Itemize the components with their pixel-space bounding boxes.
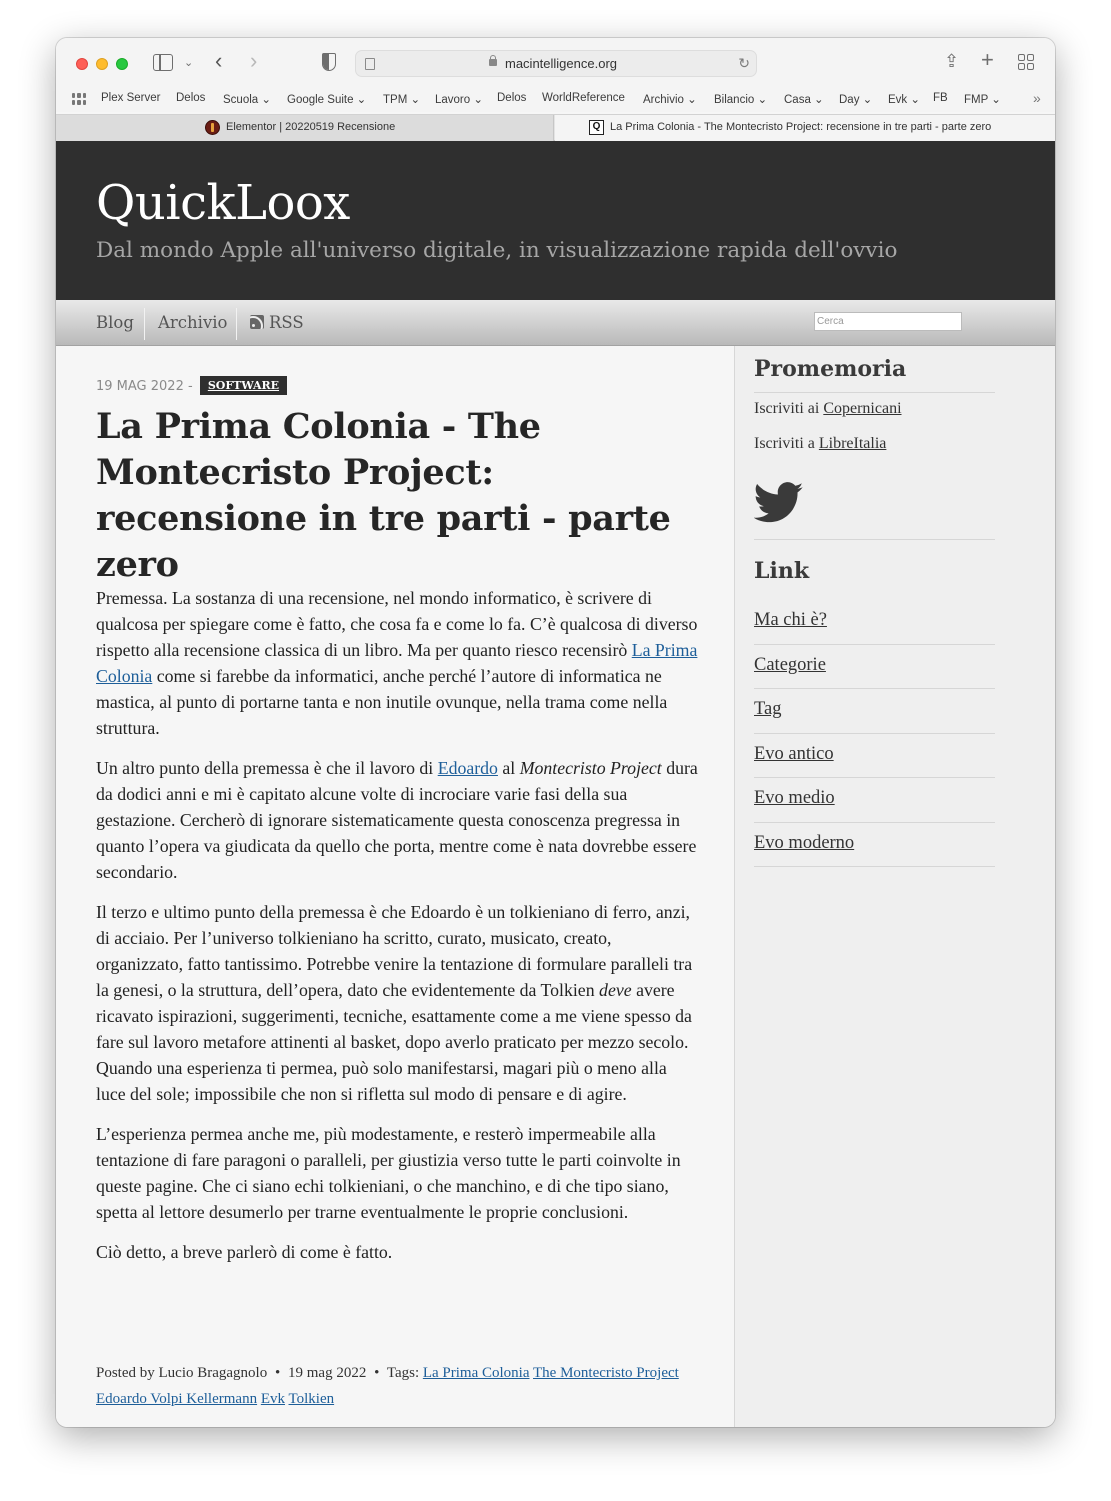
tag-link[interactable]: The Montecristo Project	[533, 1365, 679, 1381]
elementor-favicon-icon	[205, 120, 220, 135]
sidebar-divider	[754, 777, 995, 778]
paragraph-text: come si farebbe da informatici, anche perché l’autore di informatica ne mastica, al punto di portarne tanta e non inutile ovunque, nella trama come nella struttura.	[96, 666, 668, 738]
tab-overview-icon[interactable]	[1018, 54, 1034, 70]
sidebar-link-evo-moderno[interactable]: Evo moderno	[754, 833, 855, 853]
bookmark-item[interactable]: Google Suite ⌄	[287, 94, 367, 106]
nav-blog[interactable]: Blog	[96, 313, 134, 332]
twitter-icon[interactable]	[754, 482, 804, 524]
site-nav	[56, 300, 1055, 346]
sidebar-divider	[754, 688, 995, 689]
more-bookmarks-icon[interactable]: »	[1033, 90, 1041, 106]
sidebar-link-categorie[interactable]: Categorie	[754, 655, 826, 675]
privacy-shield-icon[interactable]	[322, 53, 336, 71]
nav-divider	[144, 308, 145, 340]
new-tab-plus-icon[interactable]: +	[981, 47, 994, 72]
post-title: La Prima Colonia - The Montecristo Project: recensione in tre parti - parte zero	[96, 406, 671, 585]
sidebar	[734, 346, 1055, 1427]
sidebar-toggle-icon[interactable]	[153, 54, 173, 71]
site-tagline: Dal mondo Apple all'universo digitale, in visualizzazione rapida dell'ovvio	[96, 238, 898, 263]
bookmark-item[interactable]: Delos	[176, 92, 206, 104]
sidebar-divider	[754, 392, 995, 393]
tab-label: Elementor | 20220519 Recensione	[226, 121, 396, 133]
bookmark-item[interactable]: FB	[933, 92, 948, 104]
bookmark-item[interactable]: Delos	[497, 92, 527, 104]
nav-rss-label: RSS	[269, 313, 304, 332]
category-badge[interactable]: SOFTWARE	[200, 376, 287, 395]
paragraph-text: dura da dodici anni e mi è capitato alcune volte di incrociare varie fasi della sua gestazione. Cercherò di ignorare sistematicamente questa conoscenza pregressa in quanto l’opera va giudicata da quello che porta, mentre come è nata dovrebbe essere secondario.	[96, 758, 698, 882]
tags-label: Tags:	[386, 1365, 420, 1381]
bookmark-item[interactable]: Evk ⌄	[888, 94, 921, 106]
tag-link[interactable]: Tolkien	[288, 1391, 335, 1407]
post-meta	[96, 376, 287, 395]
post-body	[96, 585, 700, 1279]
reload-icon[interactable]: ↻	[738, 55, 750, 71]
link-heading: Link	[754, 558, 810, 584]
address-bar[interactable]	[355, 50, 757, 77]
sidebar-divider	[754, 733, 995, 734]
lock-icon	[489, 59, 497, 66]
bookmark-item[interactable]: Scuola ⌄	[223, 94, 271, 106]
subscribe-libreitalia	[754, 435, 886, 453]
browser-toolbar	[56, 38, 1055, 88]
bookmark-item[interactable]: Casa ⌄	[784, 94, 824, 106]
bookmark-item[interactable]: TPM ⌄	[383, 94, 421, 106]
chevron-down-icon[interactable]: ⌄	[184, 57, 194, 69]
nav-archivio[interactable]: Archivio	[158, 313, 228, 332]
libreitalia-link[interactable]: LibreItalia	[818, 435, 887, 452]
tag-link[interactable]: Edoardo Volpi Kellermann	[96, 1391, 258, 1407]
apps-grid-icon[interactable]	[72, 93, 86, 105]
bookmark-item[interactable]: Day ⌄	[839, 94, 873, 106]
tab-bar	[56, 114, 1055, 141]
sidebar-divider	[754, 822, 995, 823]
sidebar-divider	[754, 644, 995, 645]
bookmark-item[interactable]: Lavoro ⌄	[435, 94, 483, 106]
paragraph-text: Il terzo e ultimo punto della premessa è che Edoardo è un tolkieniano di ferro, anzi, di acciaio. Per l’universo tolkieniano ha scritto, curato, musicato, creato, organizzato, fatto tantissimo. Potrebbe venire la tentazione di formulare paralleli tra la genesi, o la struttura, dell’opera, dato che evidentemente da Tolkien	[96, 902, 693, 1000]
sidebar-divider	[754, 539, 995, 540]
post-paragraph: Ciò detto, a breve parlerò di come è fatto.	[96, 1242, 393, 1262]
page-icon	[365, 58, 375, 70]
rss-icon	[250, 315, 264, 329]
posted-by: Posted by Lucio Bragagnolo	[96, 1365, 268, 1381]
tab-elementor[interactable]	[56, 115, 554, 141]
subscribe-copernicani	[754, 400, 902, 418]
post-paragraph	[96, 585, 700, 741]
site-header	[56, 141, 1055, 300]
forward-arrow-icon[interactable]: ›	[250, 48, 258, 73]
bookmark-item[interactable]: Archivio ⌄	[643, 94, 697, 106]
footer-separator: •	[274, 1365, 281, 1381]
site-title[interactable]: QuickLoox	[96, 175, 350, 231]
copernicani-link[interactable]: Copernicani	[823, 400, 902, 417]
search-input[interactable]	[814, 312, 962, 331]
post-date: 19 MAG 2022 -	[96, 379, 193, 394]
link-la-prima-colonia[interactable]: La Prima Colonia	[96, 640, 698, 686]
paragraph-text: al	[497, 758, 520, 778]
post-paragraph	[96, 899, 700, 1107]
post-footer	[96, 1360, 696, 1412]
tab-label: La Prima Colonia - The Montecristo Project: recensione in tre parti - parte zero	[610, 121, 992, 133]
tag-link[interactable]: La Prima Colonia	[422, 1365, 530, 1381]
quickloox-favicon-icon: Q	[589, 120, 604, 135]
back-arrow-icon[interactable]: ‹	[215, 48, 223, 73]
footer-date: 19 mag 2022	[288, 1365, 367, 1381]
promemoria-heading: Promemoria	[754, 356, 907, 382]
sidebar-divider	[754, 866, 995, 867]
zoom-window-button[interactable]	[116, 58, 128, 70]
sidebar-link-evo-antico[interactable]: Evo antico	[754, 744, 834, 764]
post-paragraph: L’esperienza permea anche me, più modestamente, e resterò impermeabile alla tentazione di fare paragoni o paralleli, per giustizia verso tutte le parti coinvolte in queste pagine. Che ci siano echi tolkieniani, o che manchino, e di che tipo siano, spetta al lettore desumerlo per trarne eventualmente le proprie conclusioni.	[96, 1124, 681, 1222]
bookmark-item[interactable]: Bilancio ⌄	[714, 94, 768, 106]
close-window-button[interactable]	[76, 58, 88, 70]
paragraph-emphasis: Montecristo Project	[519, 758, 662, 778]
url-text: macintelligence.org	[505, 56, 618, 71]
paragraph-emphasis: deve	[599, 980, 632, 1000]
subscribe-prefix: Iscriviti a	[754, 435, 815, 452]
nav-divider	[236, 308, 237, 340]
bookmark-item[interactable]: FMP ⌄	[964, 94, 1001, 106]
nav-rss[interactable]	[250, 313, 304, 332]
share-icon[interactable]: ⇪	[944, 51, 960, 71]
tab-quickloox[interactable]	[555, 115, 1055, 141]
link-edoardo[interactable]: Edoardo	[437, 758, 498, 778]
sidebar-link-tag[interactable]: Tag	[754, 699, 782, 719]
footer-separator: •	[374, 1365, 380, 1381]
bookmark-item[interactable]: Plex Server	[101, 92, 161, 104]
minimize-window-button[interactable]	[96, 58, 108, 70]
paragraph-text: avere ricavato ispirazioni, suggerimenti, tecniche, esattamente come a me viene spesso da fare sul lavoro metafore attinenti al basket, dopo averlo praticato per mezzo secolo. Quando una esperienza ti permea, può solo manifestarsi, magari più o meno alla luce del sole; impossibile che non si rifletta sul modo di pensare e di agire.	[96, 980, 692, 1104]
sidebar-link-ma-chi-e[interactable]: Ma chi è?	[754, 610, 827, 630]
subscribe-prefix: Iscriviti ai	[754, 400, 820, 417]
bookmarks-bar	[56, 88, 1055, 112]
paragraph-text: Un altro punto della premessa è che il lavoro di	[96, 758, 438, 778]
main-content	[56, 346, 734, 1427]
tag-link[interactable]: Evk	[260, 1391, 286, 1407]
post-paragraph	[96, 755, 700, 885]
sidebar-link-evo-medio[interactable]: Evo medio	[754, 788, 835, 808]
browser-window	[56, 38, 1055, 1427]
paragraph-text: Premessa. La sostanza di una recensione, nel mondo informatico, è scrivere di qualcosa per spiegare come è fatto, che cosa fa e come lo fa. C’è qualcosa di diverso rispetto alla recensione classica di un libro. Ma per quanto riesco recensirò	[96, 588, 698, 660]
bookmark-item[interactable]: WorldReference	[542, 92, 625, 104]
